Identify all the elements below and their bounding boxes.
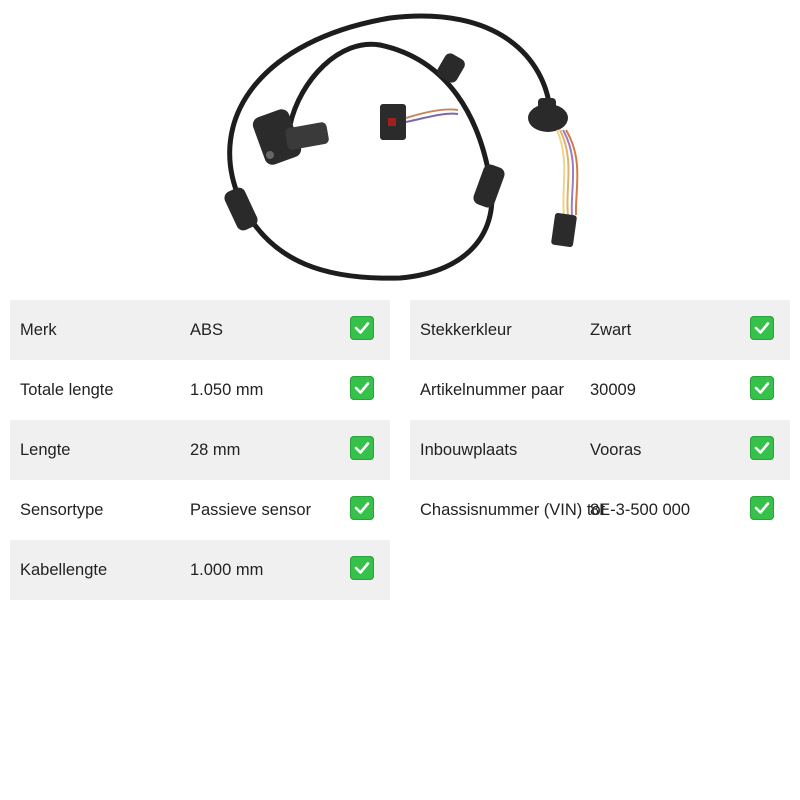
check-icon — [350, 436, 374, 460]
check-icon — [350, 316, 374, 340]
spec-row — [410, 420, 790, 480]
spec-label: Inbouwplaats — [420, 441, 518, 459]
check-icon — [750, 436, 774, 460]
spec-value: ABS — [190, 321, 224, 339]
spec-value: 1.050 mm — [190, 381, 264, 399]
spec-value: Zwart — [590, 321, 632, 339]
spec-row — [10, 420, 390, 480]
spec-label: Artikelnummer paar — [420, 381, 564, 399]
spec-row — [410, 480, 790, 540]
spec-label: Merk — [20, 321, 57, 339]
spec-label: Kabellengte — [20, 561, 108, 579]
check-icon — [750, 316, 774, 340]
spec-table-left — [10, 300, 390, 600]
spec-value: Vooras — [590, 441, 642, 459]
spec-row — [410, 360, 790, 420]
spec-row — [10, 540, 390, 600]
check-icon — [350, 376, 374, 400]
spec-value: Passieve sensor — [190, 501, 312, 519]
spec-row — [10, 480, 390, 540]
check-icon — [750, 376, 774, 400]
spec-value: 30009 — [590, 381, 636, 399]
spec-label: Lengte — [20, 441, 71, 459]
spec-row — [10, 300, 390, 360]
spec-label: Sensortype — [20, 501, 104, 519]
check-icon — [350, 496, 374, 520]
check-icon — [750, 496, 774, 520]
spec-value: 8E-3-500 000 — [590, 501, 690, 519]
spec-row — [410, 300, 790, 360]
spec-table-right — [410, 300, 790, 540]
spec-value: 1.000 mm — [190, 561, 264, 579]
spec-value: 28 mm — [190, 441, 241, 459]
check-icon — [350, 556, 374, 580]
spec-label: Stekkerkleur — [420, 321, 512, 339]
spec-label: Totale lengte — [20, 381, 114, 399]
spec-row — [10, 360, 390, 420]
abs-sensor-cable-image — [0, 0, 800, 290]
spec-label: Chassisnummer (VIN) tot — [420, 501, 606, 519]
